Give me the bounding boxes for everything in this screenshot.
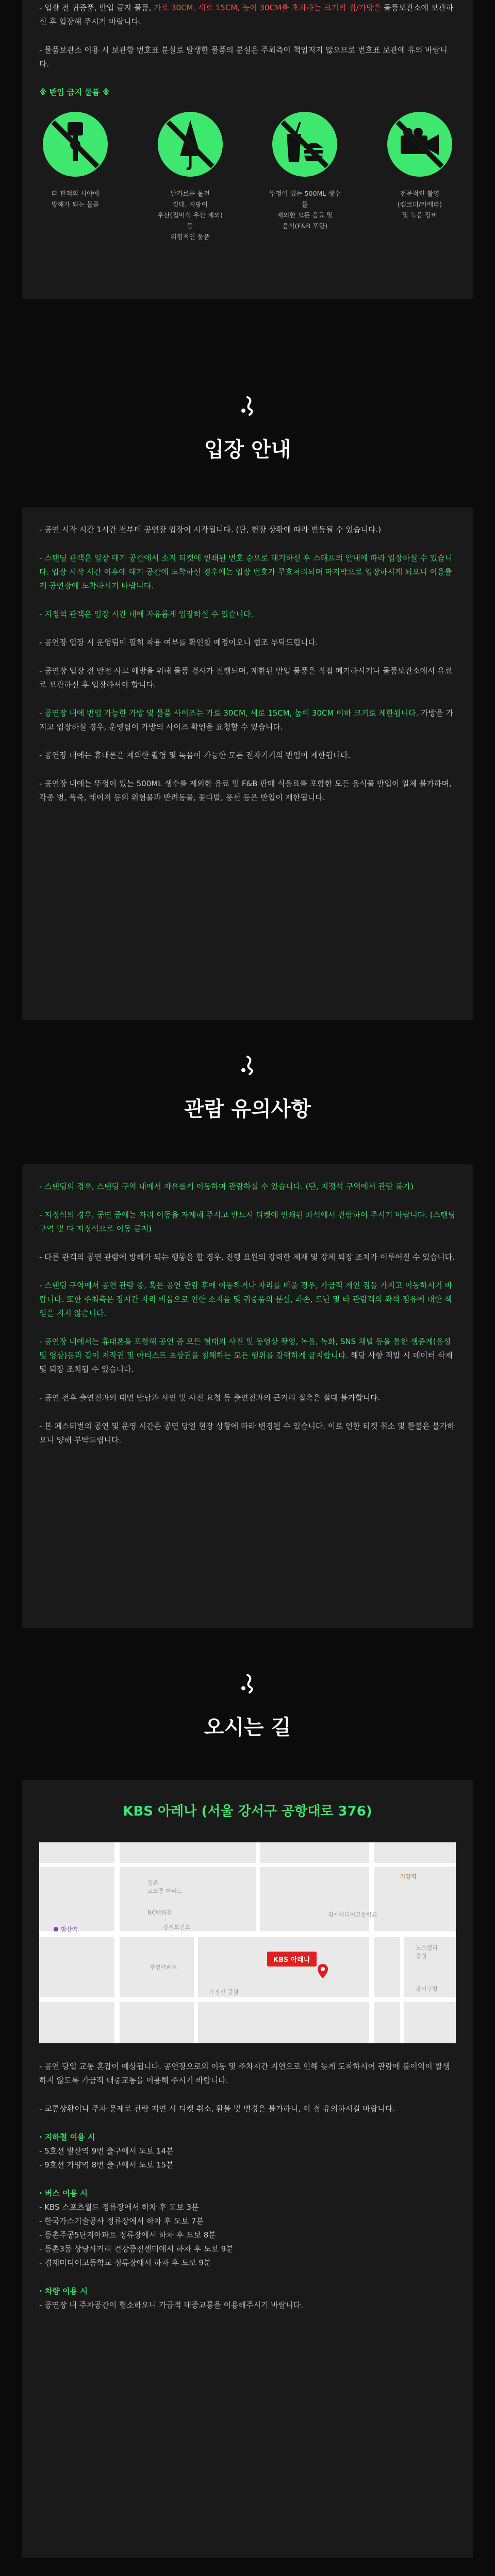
map-road (39, 1931, 456, 1937)
banned-items-title: ※ 반입 금지 물품 ※ (39, 88, 110, 97)
notice-text: - 지정석의 경우, 공연 중에는 자리 이동을 자제해 주시고 반드시 티켓에 인쇄된 좌석에서 관람하여 주시기 바랍니다. (스탠딩 구역 및 타 지정석으로 이동 금지) (39, 1210, 456, 1233)
size-limit-text: 가로 30CM, 세로 15CM, 높이 30CM를 초과하는 크기의 짐/가방은 (154, 3, 382, 12)
map-road (256, 1842, 260, 1931)
top-notice-panel (22, 0, 473, 299)
notice-paragraph (39, 1279, 456, 1320)
notice-text: - 공연장 내에 반입 가능한 가방 및 물품 사이즈는 가로 30CM, 세로 15CM, 높이 30CM 이하 크기로 제한됩니다. (39, 708, 419, 718)
notice-paragraph (39, 1419, 456, 1447)
map-label: 겸재미디어고등학교 (328, 1911, 377, 1918)
banned-item (39, 111, 111, 242)
subway-route: - 9호선 가양역 8번 출구에서 도보 15분 (39, 2160, 174, 2170)
directions-text (22, 2043, 473, 2312)
station-label: 발산역 (61, 1926, 77, 1933)
directions-heading (0, 1672, 495, 1740)
logo-mark-icon (236, 394, 259, 417)
map-label: 강서보건소 (163, 1924, 191, 1930)
selfie-stick-icon (42, 111, 109, 178)
notice-paragraph (39, 706, 456, 734)
map-label: 가양역 (400, 1873, 417, 1880)
notice-text: - 스탠딩의 경우, 스탠딩 구역 내에서 자유롭게 이동하며 관람하실 수 있습니다. (단, 지정석 구역에서 관람 불가) (39, 1182, 414, 1191)
subway-title: · 지하철 이용 시 (39, 2132, 95, 2142)
storage-notice-end: 물품보관소에 보관하신 후 입장해 주시기 바랍니다. (39, 3, 454, 26)
delay-notice: - 교통상황이나 주차 문제로 관람 지연 시 티켓 취소, 환불 및 변경은 불가하니, 이 점 유의하시길 바랍니다. (39, 2104, 395, 2113)
subway-section (39, 2130, 456, 2172)
notice-paragraph (39, 1180, 456, 1194)
car-section (39, 2284, 456, 2312)
banned-item-label: 뚜껑이 있는 500ML 생수를 제외한 모든 음료 및 음식(F&B 포함) (269, 190, 341, 230)
station-icon (54, 1927, 58, 1931)
entry-title: 입장 안내 (204, 438, 291, 462)
bus-route: - 등촌주공5단지아파트 정류장에서 하차 후 도보 8분 (39, 2230, 216, 2240)
venue-marker[interactable] (267, 1952, 317, 1967)
car-note: - 공연장 내 주차공간이 협소하오니 가급적 대중교통을 이용해주시기 바랍니다. (39, 2300, 304, 2310)
station-pin (54, 1924, 77, 1934)
logo-mark-icon (236, 1054, 259, 1076)
storage-notice-text: - 입장 전 귀중품, 반입 금지 물품, (39, 3, 154, 12)
notice-text: - 다른 관객의 공연 관람에 방해가 되는 행동을 할 경우, 진행 요원의 강력한 제재 및 강제 퇴장 조치가 이루어질 수 있습니다. (39, 1252, 455, 1262)
banned-items-row (39, 111, 456, 242)
map-label: 부영아파트 (150, 1964, 177, 1971)
notice-text: - 공연장 내에는 뚜껑이 있는 500ML 생수를 제외한 음료 및 F&B 판매 식음료를 포함한 모든 음식물 반입이 일체 불가하며, 각종 병, 폭죽, 레이저 등의 위험물과 반려동물, 꽃다발, 풍선 등은 반입이 제한됩니다. (39, 779, 452, 802)
map-label: 강서구청 (416, 1986, 438, 1992)
car-title: · 차량 이용 시 (39, 2286, 88, 2296)
map-road (369, 1842, 374, 2043)
notice-paragraph (39, 636, 456, 650)
venue-address: KBS 아레나 (서울 강서구 공항대로 376) (123, 1804, 372, 1819)
notice-text: - 지정석 관객은 입장 시간 내에 자유롭게 입장하실 수 있습니다. (39, 609, 254, 619)
viewing-title: 관람 유의사항 (184, 1097, 311, 1121)
bus-title: · 버스 이용 시 (39, 2189, 88, 2198)
notice-text: - 공연장 내에서는 휴대폰을 포함해 공연 중 모든 형태의 사진 및 동영상 촬영, 녹음, 녹화, SNS 채널 등을 통한 생중계(음성 및 영상)등과 같이 저작권 및 아티스트 초상권을 침해하는 모든 행위를 강력하게 금지합니다. (39, 1337, 451, 1360)
map-label: 노스밸리 공원 (416, 1944, 438, 1959)
notice-text: 해당 사항 적발 시 데이터 삭제 및 퇴장 조치될 수 있습니다. (39, 1351, 453, 1374)
banned-item (269, 111, 341, 242)
notice-text: - 본 페스티벌의 공연 및 운영 시간은 공연 당일 현장 상황에 따라 변경될 수 있습니다. 이로 인한 티켓 취소 및 환불은 불가하오니 양해 부탁드립니다. (39, 1421, 455, 1445)
notice-paragraph (39, 777, 456, 805)
directions-title: 오시는 길 (204, 1716, 291, 1739)
notice-paragraph (39, 664, 456, 692)
banned-item (384, 111, 456, 242)
map-pin-icon (318, 1964, 328, 1978)
notice-text: - 공연장 입장 전 안전 사고 예방을 위해 물품 검사가 진행되며, 제한된 반입 물품은 직접 폐기하시거나 물품보관소에서 유료로 보관하신 후 입장하셔야 합니다. (39, 666, 453, 689)
map-label: NC백화점 (147, 1909, 172, 1916)
notice-text: - 공연 시작 시간 1시간 전부터 공연장 입장이 시작됩니다. (단, 현장 상황에 따라 변동될 수 있습니다.) (39, 525, 382, 534)
viewing-panel (22, 1164, 473, 1628)
entry-paragraphs (39, 523, 456, 805)
bus-route: - KBS 스포츠월드 정류장에서 하차 후 도보 3분 (39, 2202, 199, 2212)
notice-text: 가방을 가지고 입장하실 경우, 운영팀이 가방의 사이즈 확인을 요청할 수 있습니다. (39, 708, 453, 732)
map-label: 우장산 공원 (209, 1989, 239, 1995)
map-label: 등촌 코오롱 아파트 (147, 1879, 183, 1894)
notice-paragraph (39, 1335, 456, 1377)
logo-mark-icon (236, 1672, 259, 1694)
notice-paragraph (39, 551, 456, 593)
banned-item (154, 111, 226, 242)
notice-text: - 공연장 입장 시 운영팀이 필히 착용 여부를 확인할 예정이오니 협조 부탁드립니다. (39, 638, 318, 647)
viewing-heading (0, 1054, 495, 1122)
bus-route: - 한국가스기술공사 정류장에서 하차 후 도보 7분 (39, 2216, 204, 2226)
notice-paragraph (39, 1208, 456, 1236)
subway-route: - 5호선 발산역 9번 출구에서 도보 14분 (39, 2146, 174, 2156)
notice-paragraph (39, 1391, 456, 1405)
notice-paragraph (39, 523, 456, 537)
notice-paragraph (39, 1250, 456, 1264)
notice-paragraph (39, 607, 456, 621)
food-drink-icon (271, 111, 338, 178)
camera-icon (386, 111, 453, 178)
venue-map[interactable] (39, 1842, 456, 2043)
notice-paragraph (39, 749, 456, 762)
directions-panel (22, 1780, 473, 2558)
bus-section (39, 2187, 456, 2270)
map-road (194, 1935, 198, 2043)
map-road (39, 1997, 456, 2002)
map-road (114, 1842, 120, 2043)
notice-text: - 공연장 내에는 휴대폰을 제외한 촬영 및 녹음이 가능한 모든 전자기기의 반입이 제한됩니다. (39, 751, 351, 760)
banned-item-label: 타 관객의 시야에 방해가 되는 물품 (51, 190, 100, 208)
notice-text: - 스탠딩 구역에서 공연 관람 중, 혹은 공연 관람 후에 이동하거나 자리를 비울 경우, 가급적 개인 짐을 가지고 이동하시기 바랍니다. 또한 주최측은 장시간 자리 비움으로 인한 소지품 및 귀중품의 분실, 파손, 도난 및 타 관람객의 좌석 점유에 대한 책임을 지지 않습니다. (39, 1281, 453, 1318)
banned-item-label: 전문적인 촬영 (캠코더/카메라) 및 녹음 장비 (397, 190, 442, 219)
banned-item-label: 날카로운 물건 깃대, 지팡이 우산(접이식 우산 제외) 등 위험적인 물품 (157, 190, 223, 241)
map-road (39, 1863, 456, 1867)
bus-route: - 겸재미디어고등학교 정류장에서 하차 후 도보 9분 (39, 2258, 211, 2267)
storage-notice (39, 1, 456, 29)
notice-text: - 공연 전후 출연진과의 대면 만남과 사인 및 사진 요청 등 출연진과의 근거리 접촉은 절대 불가합니다. (39, 1393, 381, 1402)
umbrella-icon (157, 111, 224, 178)
viewing-paragraphs (39, 1180, 456, 1447)
ticket-number-notice: - 물품보관소 이용 시 보관함 번호표 분실로 발생한 물품의 분실은 주최측이 책임지지 않으므로 번호표 보관에 유의 바랍니다. (39, 45, 448, 69)
entry-panel (22, 507, 473, 1020)
bus-route: - 등촌3동 상당사거리 건강증진센터에서 하차 후 도보 9분 (39, 2244, 234, 2253)
notice-text: - 스탠딩 관객은 입장 대기 공간에서 소지 티켓에 인쇄된 번호 순으로 대기하신 후 스태프의 안내에 따라 입장하실 수 있습니다. 입장 시작 시간 이후에 대기 공간에 도착하신 경우에는 입장 번호가 무효처리되며 마지막으로 입장하시게 되오니 이용률게 공연장에 도착하시기 바랍니다. (39, 553, 453, 590)
entry-heading (0, 394, 495, 463)
traffic-notice: - 공연 당일 교통 혼잡이 예상됩니다. 공연장으로의 이동 및 주차시간 지연으로 인해 늦게 도착하시어 관람에 불이익이 발생하지 않도록 가급적 대중교통을 이용해 주시기 바랍니다. (39, 2062, 450, 2085)
venue-marker-label: KBS 아레나 (273, 1956, 310, 1964)
map-road (400, 1935, 404, 2043)
